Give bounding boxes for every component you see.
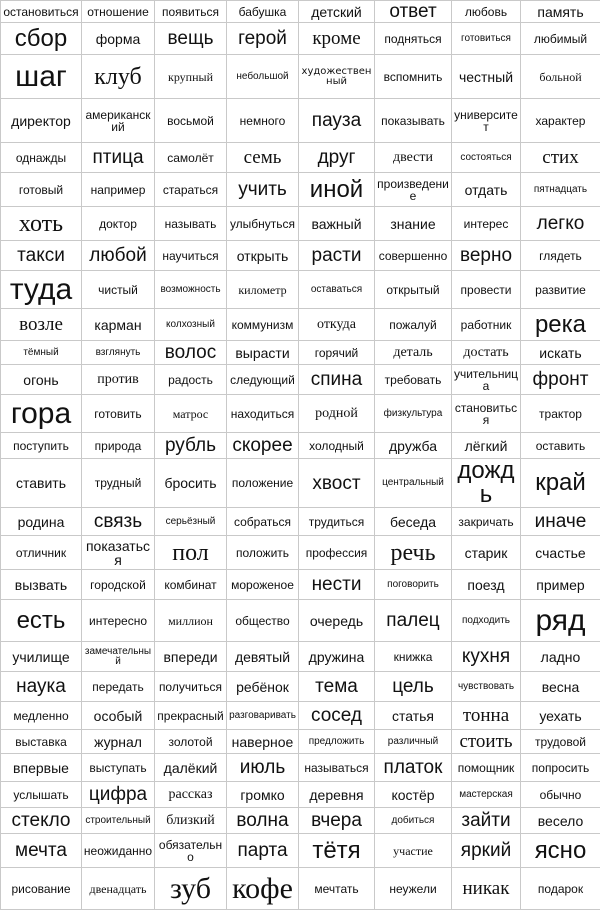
word-cell: рассказ <box>155 782 227 808</box>
word-cell: любовь <box>452 1 521 23</box>
word-cell: мечта <box>1 834 82 868</box>
word-cell: помощник <box>452 754 521 782</box>
word-cell: весело <box>521 808 600 834</box>
word-cell: профессия <box>299 536 375 570</box>
grid-row <box>1 834 600 868</box>
word-cell: мастерская <box>452 782 521 808</box>
word-cell: вырасти <box>227 341 299 365</box>
word-cell: друг <box>299 143 375 173</box>
word-cell: показывать <box>375 99 452 143</box>
word-cell: ответ <box>375 1 452 23</box>
word-cell: обязательно <box>155 834 227 868</box>
word-cell: зайти <box>452 808 521 834</box>
word-cell: чистый <box>82 271 155 309</box>
word-cell: выставка <box>1 730 82 754</box>
word-cell: пятнадцать <box>521 173 600 207</box>
word-cell: откуда <box>299 309 375 341</box>
word-cell: детский <box>299 1 375 23</box>
grid-row <box>1 207 600 241</box>
word-cell: положить <box>227 536 299 570</box>
word-cell: медленно <box>1 702 82 730</box>
word-cell: двенадцать <box>82 868 155 910</box>
word-cell: художественный <box>299 55 375 99</box>
word-cell: бросить <box>155 459 227 508</box>
word-cell: остановиться <box>1 1 82 23</box>
word-cell: птица <box>82 143 155 173</box>
word-cell: пол <box>155 536 227 570</box>
word-cell: интересно <box>82 600 155 642</box>
grid-row <box>1 55 600 99</box>
grid-row <box>1 241 600 271</box>
grid-row <box>1 782 600 808</box>
word-cell: состояться <box>452 143 521 173</box>
word-cell: характер <box>521 99 600 143</box>
grid-row <box>1 23 600 55</box>
word-cell: получиться <box>155 672 227 702</box>
word-cell: тема <box>299 672 375 702</box>
word-cell: кофе <box>227 868 299 910</box>
word-cell: различный <box>375 730 452 754</box>
word-cell: небольшой <box>227 55 299 99</box>
grid-row <box>1 433 600 459</box>
word-cell: закричать <box>452 508 521 536</box>
word-cell: например <box>82 173 155 207</box>
word-cell: взглянуть <box>82 341 155 365</box>
grid-row <box>1 868 600 910</box>
word-cell: знание <box>375 207 452 241</box>
word-cell: готовить <box>82 395 155 433</box>
word-cell: физкультура <box>375 395 452 433</box>
word-cell: комбинат <box>155 570 227 600</box>
word-cell: скорее <box>227 433 299 459</box>
word-cell: собраться <box>227 508 299 536</box>
word-cell: холодный <box>299 433 375 459</box>
word-cell: стекло <box>1 808 82 834</box>
word-cell: карман <box>82 309 155 341</box>
word-cell: цель <box>375 672 452 702</box>
word-cell: директор <box>1 99 82 143</box>
word-cell: громко <box>227 782 299 808</box>
word-cell: серьёзный <box>155 508 227 536</box>
word-cell: коммунизм <box>227 309 299 341</box>
word-cell: беседа <box>375 508 452 536</box>
word-cell: колхозный <box>155 309 227 341</box>
word-cell: лёгкий <box>452 433 521 459</box>
word-cell: стараться <box>155 173 227 207</box>
grid-row <box>1 642 600 672</box>
word-cell: миллион <box>155 600 227 642</box>
word-cell: участие <box>375 834 452 868</box>
word-cell: тётя <box>299 834 375 868</box>
word-cell: поговорить <box>375 570 452 600</box>
word-cell: километр <box>227 271 299 309</box>
word-cell: деталь <box>375 341 452 365</box>
word-cell: мороженое <box>227 570 299 600</box>
grid-row <box>1 395 600 433</box>
word-cell: палец <box>375 600 452 642</box>
word-cell: интерес <box>452 207 521 241</box>
word-cell: яркий <box>452 834 521 868</box>
word-cell: наука <box>1 672 82 702</box>
word-cell: возможность <box>155 271 227 309</box>
word-cell: неужели <box>375 868 452 910</box>
word-cell: никак <box>452 868 521 910</box>
word-cell: рубль <box>155 433 227 459</box>
word-cell: платок <box>375 754 452 782</box>
word-cell: совершенно <box>375 241 452 271</box>
word-cell: зуб <box>155 868 227 910</box>
word-cell: научиться <box>155 241 227 271</box>
word-cell: книжка <box>375 642 452 672</box>
word-cell: форма <box>82 23 155 55</box>
word-cell: связь <box>82 508 155 536</box>
word-cell: глядеть <box>521 241 600 271</box>
word-cell: добиться <box>375 808 452 834</box>
word-cell: расти <box>299 241 375 271</box>
word-cell: предложить <box>299 730 375 754</box>
word-cell: хвост <box>299 459 375 508</box>
word-cell: иной <box>299 173 375 207</box>
word-cell: неожиданно <box>82 834 155 868</box>
word-cell: отдать <box>452 173 521 207</box>
word-cell: матрос <box>155 395 227 433</box>
word-cell: волос <box>155 341 227 365</box>
word-cell: вещь <box>155 23 227 55</box>
word-cell: дождь <box>452 459 521 508</box>
word-cell: вызвать <box>1 570 82 600</box>
word-cell: такси <box>1 241 82 271</box>
word-cell: вчера <box>299 808 375 834</box>
word-cell: тёмный <box>1 341 82 365</box>
word-cell: училище <box>1 642 82 672</box>
grid-row <box>1 365 600 395</box>
word-cell: оставаться <box>299 271 375 309</box>
word-cell: пример <box>521 570 600 600</box>
word-cell: нести <box>299 570 375 600</box>
word-cell: память <box>521 1 600 23</box>
word-cell: разговаривать <box>227 702 299 730</box>
grid-row <box>1 730 600 754</box>
word-cell: трудиться <box>299 508 375 536</box>
grid-row <box>1 1 600 23</box>
word-cell: готовиться <box>452 23 521 55</box>
word-cell: счастье <box>521 536 600 570</box>
word-cell: двести <box>375 143 452 173</box>
word-cell: становиться <box>452 395 521 433</box>
word-cell: искать <box>521 341 600 365</box>
word-cell: выступать <box>82 754 155 782</box>
word-cell: туда <box>1 271 82 309</box>
word-cell: общество <box>227 600 299 642</box>
word-cell: шаг <box>1 55 82 99</box>
word-cell: радость <box>155 365 227 395</box>
word-cell: центральный <box>375 459 452 508</box>
grid-row <box>1 702 600 730</box>
word-cell: далёкий <box>155 754 227 782</box>
word-cell: девятый <box>227 642 299 672</box>
word-cell: иначе <box>521 508 600 536</box>
word-cell: стоить <box>452 730 521 754</box>
word-cell: близкий <box>155 808 227 834</box>
word-cell: отличник <box>1 536 82 570</box>
word-cell: развитие <box>521 271 600 309</box>
word-cell: подняться <box>375 23 452 55</box>
word-cell: работник <box>452 309 521 341</box>
word-cell: особый <box>82 702 155 730</box>
word-cell: называться <box>299 754 375 782</box>
word-cell: деревня <box>299 782 375 808</box>
word-cell: наверное <box>227 730 299 754</box>
word-cell: следующий <box>227 365 299 395</box>
grid-row <box>1 271 600 309</box>
word-cell: хоть <box>1 207 82 241</box>
word-cell: возле <box>1 309 82 341</box>
word-cell: ясно <box>521 834 600 868</box>
word-cell: любимый <box>521 23 600 55</box>
word-cell: сбор <box>1 23 82 55</box>
word-cell: родной <box>299 395 375 433</box>
word-cell: отношение <box>82 1 155 23</box>
grid-row <box>1 600 600 642</box>
word-cell: восьмой <box>155 99 227 143</box>
word-cell: доктор <box>82 207 155 241</box>
word-cell: называть <box>155 207 227 241</box>
word-cell: поезд <box>452 570 521 600</box>
word-cell: речь <box>375 536 452 570</box>
word-cell: верно <box>452 241 521 271</box>
word-cell: пауза <box>299 99 375 143</box>
word-cell: горячий <box>299 341 375 365</box>
word-cell: рисование <box>1 868 82 910</box>
word-cell: показаться <box>82 536 155 570</box>
word-cell: кухня <box>452 642 521 672</box>
word-cell: находиться <box>227 395 299 433</box>
word-cell: старик <box>452 536 521 570</box>
word-cell: пожалуй <box>375 309 452 341</box>
word-cell: парта <box>227 834 299 868</box>
word-cell: герой <box>227 23 299 55</box>
word-cell: любой <box>82 241 155 271</box>
grid-row <box>1 459 600 508</box>
word-cell: прекрасный <box>155 702 227 730</box>
word-cell: вспомнить <box>375 55 452 99</box>
word-cell: замечательный <box>82 642 155 672</box>
word-cell: фронт <box>521 365 600 395</box>
word-cell: услышать <box>1 782 82 808</box>
word-cell: кроме <box>299 23 375 55</box>
word-cell: против <box>82 365 155 395</box>
word-cell: учительница <box>452 365 521 395</box>
word-cell: июль <box>227 754 299 782</box>
word-cell: статья <box>375 702 452 730</box>
word-cell: поступить <box>1 433 82 459</box>
grid-row <box>1 99 600 143</box>
grid-row <box>1 672 600 702</box>
grid-row <box>1 808 600 834</box>
word-cell: американский <box>82 99 155 143</box>
word-cell: готовый <box>1 173 82 207</box>
word-cell: немного <box>227 99 299 143</box>
word-cell: река <box>521 309 600 341</box>
word-cell: провести <box>452 271 521 309</box>
word-cell: мечтать <box>299 868 375 910</box>
word-cell: произведение <box>375 173 452 207</box>
word-cell: природа <box>82 433 155 459</box>
grid-row <box>1 309 600 341</box>
word-cell: попросить <box>521 754 600 782</box>
word-cell: костёр <box>375 782 452 808</box>
grid-row <box>1 536 600 570</box>
word-cell: сосед <box>299 702 375 730</box>
word-cell: журнал <box>82 730 155 754</box>
word-cell: учить <box>227 173 299 207</box>
word-cell: золотой <box>155 730 227 754</box>
word-cell: трактор <box>521 395 600 433</box>
word-cell: ряд <box>521 600 600 642</box>
word-cell: огонь <box>1 365 82 395</box>
grid-row <box>1 173 600 207</box>
grid-row <box>1 754 600 782</box>
word-cell: больной <box>521 55 600 99</box>
word-cell: ребёнок <box>227 672 299 702</box>
word-cell: подарок <box>521 868 600 910</box>
word-cell: уехать <box>521 702 600 730</box>
word-cell: подходить <box>452 600 521 642</box>
word-cell: однажды <box>1 143 82 173</box>
word-cell: обычно <box>521 782 600 808</box>
word-cell: передать <box>82 672 155 702</box>
grid-row <box>1 341 600 365</box>
word-cell: оставить <box>521 433 600 459</box>
word-cell: цифра <box>82 782 155 808</box>
word-cell: очередь <box>299 600 375 642</box>
grid-row <box>1 508 600 536</box>
word-cell: улыбнуться <box>227 207 299 241</box>
word-cell: спина <box>299 365 375 395</box>
word-cell: стих <box>521 143 600 173</box>
word-cell: край <box>521 459 600 508</box>
word-cell: требовать <box>375 365 452 395</box>
word-cell: положение <box>227 459 299 508</box>
word-cell: честный <box>452 55 521 99</box>
word-cell: трудовой <box>521 730 600 754</box>
word-cell: тонна <box>452 702 521 730</box>
word-cell: дружина <box>299 642 375 672</box>
word-cell: важный <box>299 207 375 241</box>
word-cell: бабушка <box>227 1 299 23</box>
word-cell: трудный <box>82 459 155 508</box>
grid-row <box>1 570 600 600</box>
word-cell: волна <box>227 808 299 834</box>
word-cell: университет <box>452 99 521 143</box>
word-cell: родина <box>1 508 82 536</box>
word-cell: достать <box>452 341 521 365</box>
word-cell: открыть <box>227 241 299 271</box>
word-cell: впервые <box>1 754 82 782</box>
word-cell: дружба <box>375 433 452 459</box>
word-cell: клуб <box>82 55 155 99</box>
word-cell: семь <box>227 143 299 173</box>
word-cell: легко <box>521 207 600 241</box>
word-cell: гора <box>1 395 82 433</box>
word-cell: открытый <box>375 271 452 309</box>
word-cell: ставить <box>1 459 82 508</box>
word-cell: городской <box>82 570 155 600</box>
word-cell: крупный <box>155 55 227 99</box>
word-cell: самолёт <box>155 143 227 173</box>
word-cell: впереди <box>155 642 227 672</box>
word-cell: ладно <box>521 642 600 672</box>
word-cell: строительный <box>82 808 155 834</box>
word-cell: есть <box>1 600 82 642</box>
word-cell: весна <box>521 672 600 702</box>
grid-row <box>1 143 600 173</box>
word-cell: появиться <box>155 1 227 23</box>
word-cell: чувствовать <box>452 672 521 702</box>
